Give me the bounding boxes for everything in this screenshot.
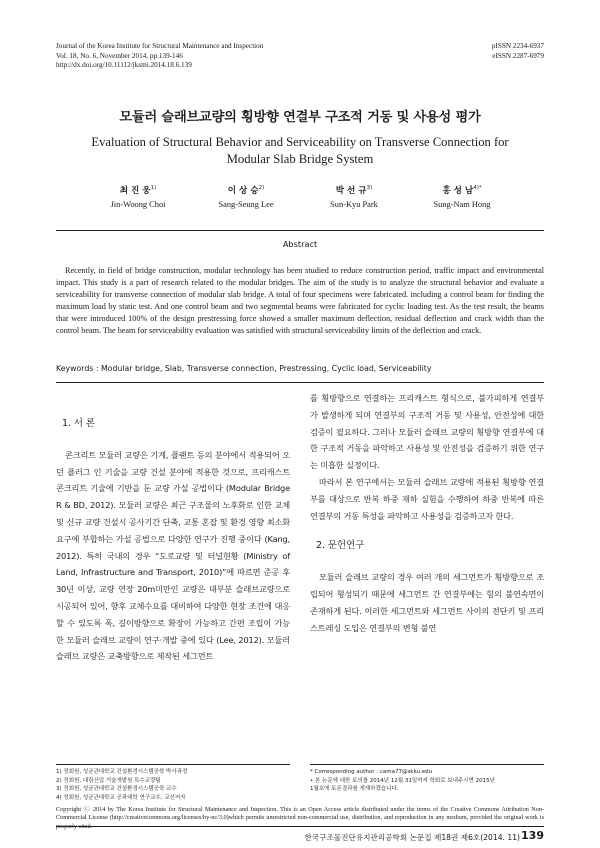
author-3-english: Sun-Kyu Park	[330, 200, 378, 209]
corresponding-author[interactable]: * Corresponding author : cama77@skku.edu	[310, 769, 433, 775]
body-left-column	[56, 416, 290, 665]
author-4-english: Sung-Nam Hong	[433, 200, 491, 209]
pissn: pISSN 2234-6937	[491, 42, 544, 50]
section-2-paragraph-1: 모듈러 슬래브 교량의 경우 여러 개의 세그먼트가 횡방향으로 조립되어 형성되기 때문에 세그먼트 간 연결부에는 힘의 불연속면이 존재하게 된다. 이러한 세그먼트와 세그먼트 사이의 전단키 및 프리스트레싱 도입은 연결부의 변형 불연	[310, 572, 544, 633]
korean-title: 모듈러 슬래브교량의 횡방향 연결부 구조적 거동 및 사용성 평가	[119, 110, 481, 125]
author-1-korean: 최 진 웅	[119, 186, 151, 196]
footnote-3: 3) 정회원, 성균관대학교 건설환경시스템공학 교수	[56, 786, 177, 793]
author-2-english: Sang-Seung Lee	[218, 200, 274, 209]
english-title-line1: Evaluation of Structural Behavior and Serviceability on Transverse Connection for	[91, 135, 509, 149]
author-4-mark: 4)*	[473, 185, 482, 192]
copyright-notice: Copyright ⓒ 2014 by The Korea Institute for Structural Maintenance and Inspection. This is an Open Access article distributed under the terms of the Creative Commons Attribution Non-Commercial License (http://creativecommons.org/licenses/by-nc/3.0)which permits unrestricted non-commercial use, distribution, and reproduction in any medium, provided the original work is properly cited.	[56, 806, 544, 830]
footnote-2: 2) 정회원, 대림산업 기술개발원 특수교량팀	[56, 777, 161, 784]
abstract-heading: Abstract	[282, 239, 318, 249]
english-title-line2: Modular Slab Bridge System	[226, 151, 374, 166]
discussion-note-1: • 본 논문에 대한 토의를 2014년 12월 31일까지 학회로 보내주시면 2015년	[310, 777, 495, 784]
issn-block	[404, 42, 544, 61]
author-2	[192, 184, 300, 209]
journal-volume: Vol. 18, No. 6, November 2014, pp.139-146	[56, 51, 183, 60]
body-right-column	[310, 390, 544, 636]
author-4	[408, 184, 516, 209]
correspondence-footnotes	[310, 768, 544, 794]
affiliation-footnotes	[56, 768, 290, 802]
footer-journal: 한국구조물진단유지관리공학회 논문집 제18권 제6호(2014. 11)	[304, 833, 520, 842]
author-1-mark: 1)	[150, 185, 157, 192]
section-1-paragraph-1: 콘크리트 모듈러 교량은 기계, 플랜트 등의 분야에서 적용되어 오던 플러그 인 기술을 교량 건설 분야에 적용한 것으로, 프리캐스트 콘크리트 기술에 기반을 둔 교량 가설 공법이다 (Modular Bridge R & BD, 2012). 모듈러 교량은 최근 구조물의 노후화로 인한 교체 및 신규 교량 건설시 공사기간 단축, 교통 혼잡 및 환경 영향 최소화 요구에 부합하는 가설 공법으로 다양한 연구가 진행 중이다 (Kang, 2012). 특히 국내의 경우 “도로교량 및 터널현황 (Ministry of Land, Infrastructure and Transport, 2010)”에 따르면 준공 후 30년 이상, 교량 연장 20m미만인 교량은 대부분 슬래브교량으로 시공되어 있어, 향후 교체수요를 대비하여 다양한 현장 조건에 대응할 수 있도록 폭, 길이방향으로 확장이 가능하고 간편 조립이 가능한 모듈러 슬래브 교량이 연구·개발 중에 있다 (Lee, 2012). 모듈러 슬래브 교량은 교축방향으로 제작된 세그먼트	[56, 449, 290, 662]
page-number: 139	[521, 829, 544, 842]
journal-header	[56, 42, 386, 71]
english-title	[40, 134, 560, 167]
journal-name: Journal of the Korea Institute for Structural Maintenance and Inspection	[56, 42, 264, 50]
footnote-4: 4) 정회원, 성균관대학교 공과대학 연구교수, 교신저자	[56, 794, 186, 801]
right-paragraph-2: 따라서 본 연구에서는 모듈러 슬래브 교량에 적용된 횡방향 연결부를 대상으로 반복 하중 재하 실험을 수행하여 하중 반복에 따른 연결부의 거동 특성을 파악하고 사용성을 검증하고자 한다.	[310, 476, 544, 521]
eissn: eISSN 2287-6979	[492, 51, 544, 60]
author-3-korean: 박 선 규	[335, 186, 367, 196]
author-1	[84, 184, 192, 209]
author-2-korean: 이 상 승	[227, 186, 259, 196]
author-list	[84, 184, 516, 209]
author-1-english: Jin-Woong Choi	[110, 200, 166, 209]
right-paragraph-1: 를 횡방향으로 연결하는 프리캐스트 형식으로, 불가피하게 연결부가 발생하게 되며 연결부의 구조적 거동 및 사용성, 안전성에 대한 검증이 필요하다. 그러나 모듈러 슬래브 교량의 횡방향 연결부에 대한 구조적 거동을 파악하고 사용성 및 안전성을 검증하기 위한 연구는 미흡한 실정이다.	[310, 393, 544, 471]
abstract-text: Recently, in field of bridge construction, modular technology has been studied to reduce construction period, traffic impact and environmental impact. This study is a part of research related to the modular bridges. The aim of the study is to analyze the structural behavior and evaluate a serviceability for transverse connection of modular slab bridge. A total of four specimens were fabricated. including a control beam for finding the maximum load by static test. And one control beam and two segmental beams were fabricated for cyclic loading test. As the test result, the beams that were introduced 100% of the design prestressing force showed a smaller maximum deflection, residual deflection and crack width than the control beam. The beam for serviceability evaluation was satisfied with structural serviceability limits of the deflection and crack.	[56, 266, 544, 336]
section-2-heading: 2. 문헌연구	[316, 540, 365, 552]
discussion-note-2: 1월호에 토론결과를 게재하겠습니다.	[310, 786, 399, 793]
author-4-korean: 홍 성 남	[442, 186, 474, 196]
footnote-rule-left	[56, 764, 290, 765]
footer-rule	[56, 826, 544, 827]
footnote-rule-right	[310, 764, 544, 765]
author-2-mark: 2)	[258, 185, 265, 192]
abstract-top-rule	[56, 230, 544, 231]
footnote-1: 1) 정회원, 성균관대학교 건설환경시스템공학 박사과정	[56, 769, 188, 775]
keywords: Keywords : Modular bridge, Slab, Transverse connection, Prestressing, Cyclic load, Serviceability	[56, 364, 432, 373]
abstract-bottom-rule	[56, 382, 544, 383]
journal-doi[interactable]: http://dx.doi.org/10.11112/jksmi.2014.18.6.139	[56, 61, 192, 70]
author-3	[300, 184, 408, 209]
section-1-heading: 1. 서 론	[62, 418, 95, 429]
author-3-mark: 3)	[366, 185, 373, 192]
